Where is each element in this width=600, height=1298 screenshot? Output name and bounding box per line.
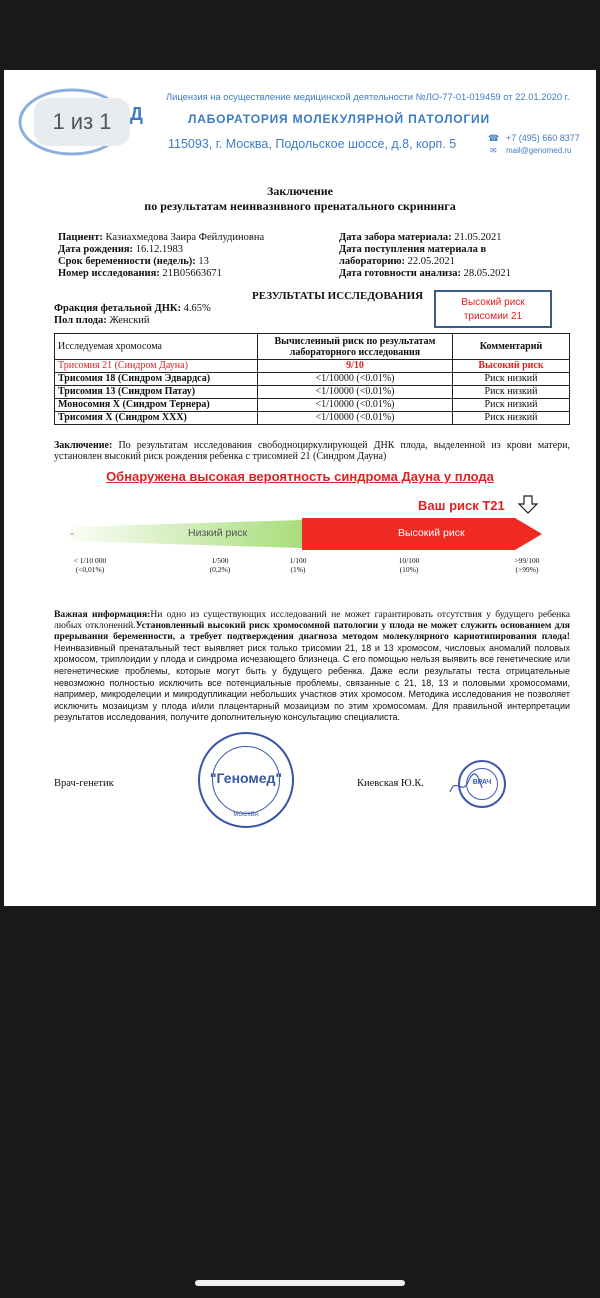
tick-value: 1/100 [289,556,307,565]
low-risk-label: Низкий риск [188,527,248,539]
row-name: Трисомия 18 (Синдром Эдвардса) [55,373,258,386]
row-comment: Риск низкий [453,412,570,425]
stamp-text: "Геномед" [209,770,283,786]
row-risk: <1/10000 (<0.01%) [258,412,453,425]
row-name: Трисомия 13 (Синдром Патау) [55,386,258,399]
row-comment: Риск низкий [453,373,570,386]
doctor-role: Врач-генетик [54,778,114,789]
fetal-sex-row [54,315,150,326]
tick-pct: (10%) [399,565,419,574]
home-indicator[interactable] [195,1280,405,1286]
table-row [55,360,570,373]
high-risk-label: Высокий риск [398,527,465,539]
down-arrow-icon [517,495,539,515]
fetal-fraction-row [54,303,211,314]
study-number-label: Номер исследования: [58,268,160,279]
dob-row [58,244,183,255]
scale-tick [379,556,439,574]
lab-email: mail@genomed.ru [506,146,572,155]
col-chromosome: Исследуемая хромосома [55,334,258,360]
tick-value: >99/100 [514,556,540,565]
table-row [55,412,570,425]
fetal-fraction: 4.65% [183,303,211,314]
col-risk [258,334,453,360]
doctor-name: Киевская Ю.К. [357,778,424,789]
col-risk-line1: Вычисленный риск по результатам [274,335,436,347]
row-risk: <1/10000 (<0.01%) [258,373,453,386]
your-risk-label: Ваш риск Т21 [418,498,505,513]
received-date-row [339,256,455,267]
scale-tick [268,556,328,574]
results-heading: РЕЗУЛЬТАТЫ ИССЛЕДОВАНИЯ [252,290,424,302]
collect-date-row [339,232,502,243]
important-text1: Ни одно из существующих исследований не может гарантировать отсутствия у будущего ребенка любых отклонений. [54,609,571,631]
tick-pct: (0,2%) [209,565,231,574]
patient-name-label: Пациент: [58,232,103,243]
term-value: 13 [198,256,209,267]
term-label: Срок беременности (недель): [58,256,196,267]
risk-scale [70,517,544,551]
dob-label: Дата рождения: [58,244,134,255]
conclusion-label: Заключение: [54,440,113,451]
conclusion [54,440,570,462]
col-risk-line2: лабораторного исследования [289,346,421,358]
scale-tick [60,556,120,574]
important-label: Важная информация: [54,609,151,620]
row-name: Моносомия X (Синдром Тернера) [55,399,258,412]
tick-value: < 1/10 000 [73,556,107,565]
tick-pct: (<0,01%) [75,565,105,574]
title-line2: по результатам неинвазивного пренатального скрининга [144,199,456,213]
lab-address: 115093, г. Москва, Подольское шоссе, д.8, корп. 5 [168,137,457,151]
row-risk: 9/10 [258,360,453,373]
important-info [54,610,570,724]
important-text2: Неинвазивный пренатальный тест выявляет риск только трисомии 21, 18 и 13 хромосом, числовых аномалий половых хромосом, триплоидии у плода и синдрома исчезающего близнеца. С его помощью нельзя выявить все генетические или негенетические проблемы, которые могут быть у будущего ребенка. Даже если результаты теста отрицательные невозможно полностью исключить все потенциальные проблемы, связанные с 21, 18, 13 и половыми хромосомами, например, микроделеции и микродупликации небольших участков этих хромосом. Методика исследования не позволяет исключить мозаицизм у плода и/или плацентарный мозаицизм по этим хромосомам. Для правильной интерпретации результатов исследования, получите дополнительную консультацию специалиста. [54,642,570,723]
mail-icon: ✉ [490,146,497,155]
patient-name-row [58,232,264,243]
collect-date: 21.05.2021 [454,232,502,243]
title-line1: Заключение [267,184,333,198]
important-bold-text: Установленный высокий риск хромосомной патологии у плода не может служить основанием для прерывания беременности, а требует подтверждения диагноза методом молекулярного кариотипирования плода! [54,619,570,643]
signature-scribble [446,770,486,800]
conclusion-alert: Обнаружена высокая вероятность синдрома Дауна у плода [106,469,494,484]
collect-date-label: Дата забора материала: [339,232,452,243]
row-comment: Высокий риск [453,360,570,373]
study-number: 21B05663671 [162,268,222,279]
small-stamp-text: ВРАЧ [472,779,492,786]
tick-pct: (>99%) [515,565,539,574]
risk-box-line2: трисомии 21 [463,311,523,322]
tick-pct: (1%) [290,565,306,574]
study-number-row [58,268,222,279]
table-header-row [55,334,570,360]
page-counter: 1 из 1 [34,98,130,146]
ready-date-row [339,268,511,279]
ready-date: 28.05.2021 [463,268,511,279]
patient-name: Казиахмедова Заира Фейлудиновна [105,232,265,243]
row-comment: Риск низкий [453,386,570,399]
table-row [55,373,570,386]
received-date: 22.05.2021 [407,256,455,267]
col-comment: Комментарий [453,334,570,360]
table-row [55,399,570,412]
scale-tick [497,556,557,574]
row-name: Трисомия X (Синдром XXX) [55,412,258,425]
license-text: Лицензия на осуществление медицинской деятельности №ЛО-77-01-019459 от 22.01.2020 г. [166,91,570,102]
row-comment: Риск низкий [453,399,570,412]
ready-date-label: Дата готовности анализа: [339,268,462,279]
lab-phone: +7 (495) 660 8377 [506,133,580,143]
high-risk-box [434,290,552,328]
received-label-line2: лабораторию: [339,256,405,267]
tick-value: 1/500 [211,556,229,565]
conclusion-text: По результатам исследования свободноциркулирующей ДНК плода, выделенной из крови матери, установлен высокий риск рождения ребенка с трисомией 21 (Синдром Дауна) [54,440,571,462]
scale-tick [190,556,250,574]
results-table [54,333,570,425]
logo-letter: Д [130,104,143,124]
risk-box-line1: Высокий риск [461,297,525,308]
company-stamp [198,732,294,828]
table-row [55,386,570,399]
fetal-sex: Женский [109,315,150,326]
fetal-sex-label: Пол плода: [54,315,107,326]
stamp-city: МОСКВА [233,812,259,818]
tick-value: 10/100 [398,556,420,565]
term-row [58,256,209,267]
row-risk: <1/10000 (<0.01%) [258,386,453,399]
row-risk: <1/10000 (<0.01%) [258,399,453,412]
lab-name: ЛАБОРАТОРИЯ МОЛЕКУЛЯРНОЙ ПАТОЛОГИИ [188,112,490,126]
phone-icon: ☎ [488,133,500,143]
row-name: Трисомия 21 (Синдром Дауна) [55,360,258,373]
received-label-line1: Дата поступления материала в [339,244,487,255]
dob-value: 16.12.1983 [135,244,183,255]
fetal-fraction-label: Фракция фетальной ДНК: [54,303,182,314]
